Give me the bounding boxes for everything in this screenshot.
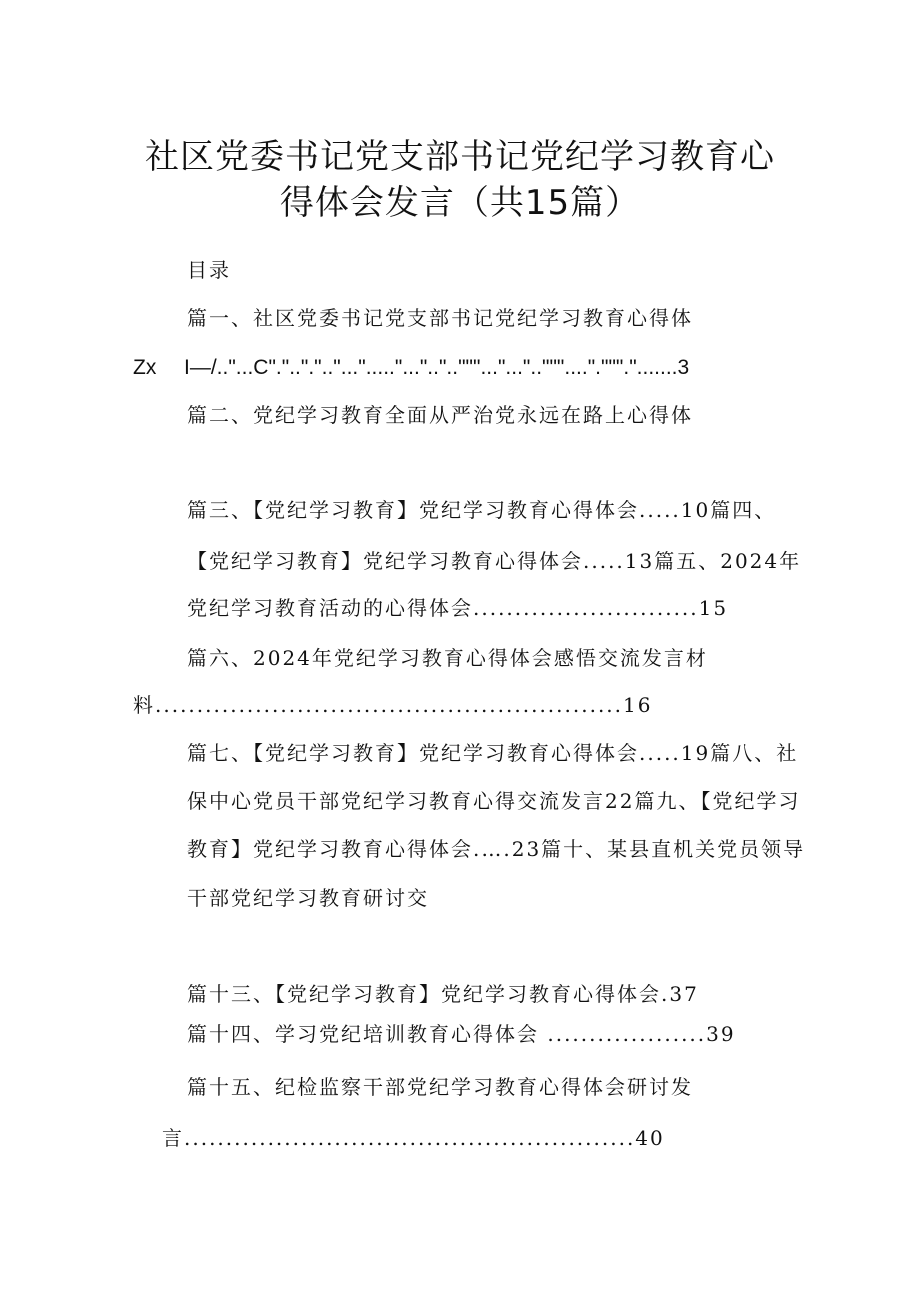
toc-line: 篇十三、【党纪学习教育】党纪学习教育心得体会.37 (187, 982, 699, 1006)
toc-line: 篇一、社区党委书记党支部书记党纪学习教育心得体 (187, 306, 693, 330)
toc-line: 保中心党员干部党纪学习教育心得交流发言22篇九、【党纪学习 (187, 789, 801, 813)
toc-line: 料........................................................16 (133, 693, 653, 717)
toc-line: 【党纪学习教育】党纪学习教育心得体会.....13篇五、2024年 (187, 549, 802, 573)
toc-line: 篇六、2024年党纪学习教育心得体会感悟交流发言材 (187, 646, 708, 670)
toc-line: 篇十五、纪检监察干部党纪学习教育心得体会研讨发 (187, 1075, 693, 1099)
toc-line: I—/.."...C"."..".".."..."....."..."..".."""..."...".."""....".""".".......3 (184, 356, 690, 379)
toc-line: 干部党纪学习教育研讨交 (187, 886, 429, 910)
toc-line: Zx (133, 356, 157, 379)
document-title-line-2: 得体会发言（共15篇） (279, 183, 641, 223)
toc-heading: 目录 (187, 258, 231, 282)
toc-line: 党纪学习教育活动的心得体会...........................15 (187, 596, 729, 620)
document-title-line-1: 社区党委书记党支部书记党纪学习教育心 (145, 137, 775, 177)
toc-line: 篇七、【党纪学习教育】党纪学习教育心得体会.....19篇八、社 (187, 741, 799, 765)
toc-line: 篇十四、学习党纪培训教育心得体会 ...................39 (187, 1022, 736, 1046)
toc-line: 篇三、【党纪学习教育】党纪学习教育心得体会.....10篇四、 (187, 498, 777, 522)
toc-line: 教育】党纪学习教育心得体会.….23篇十、某县直机关党员领导 (187, 837, 806, 861)
toc-line: 言......................................................40 (162, 1126, 665, 1150)
toc-line: 篇二、党纪学习教育全面从严治党永远在路上心得体 (187, 403, 693, 427)
